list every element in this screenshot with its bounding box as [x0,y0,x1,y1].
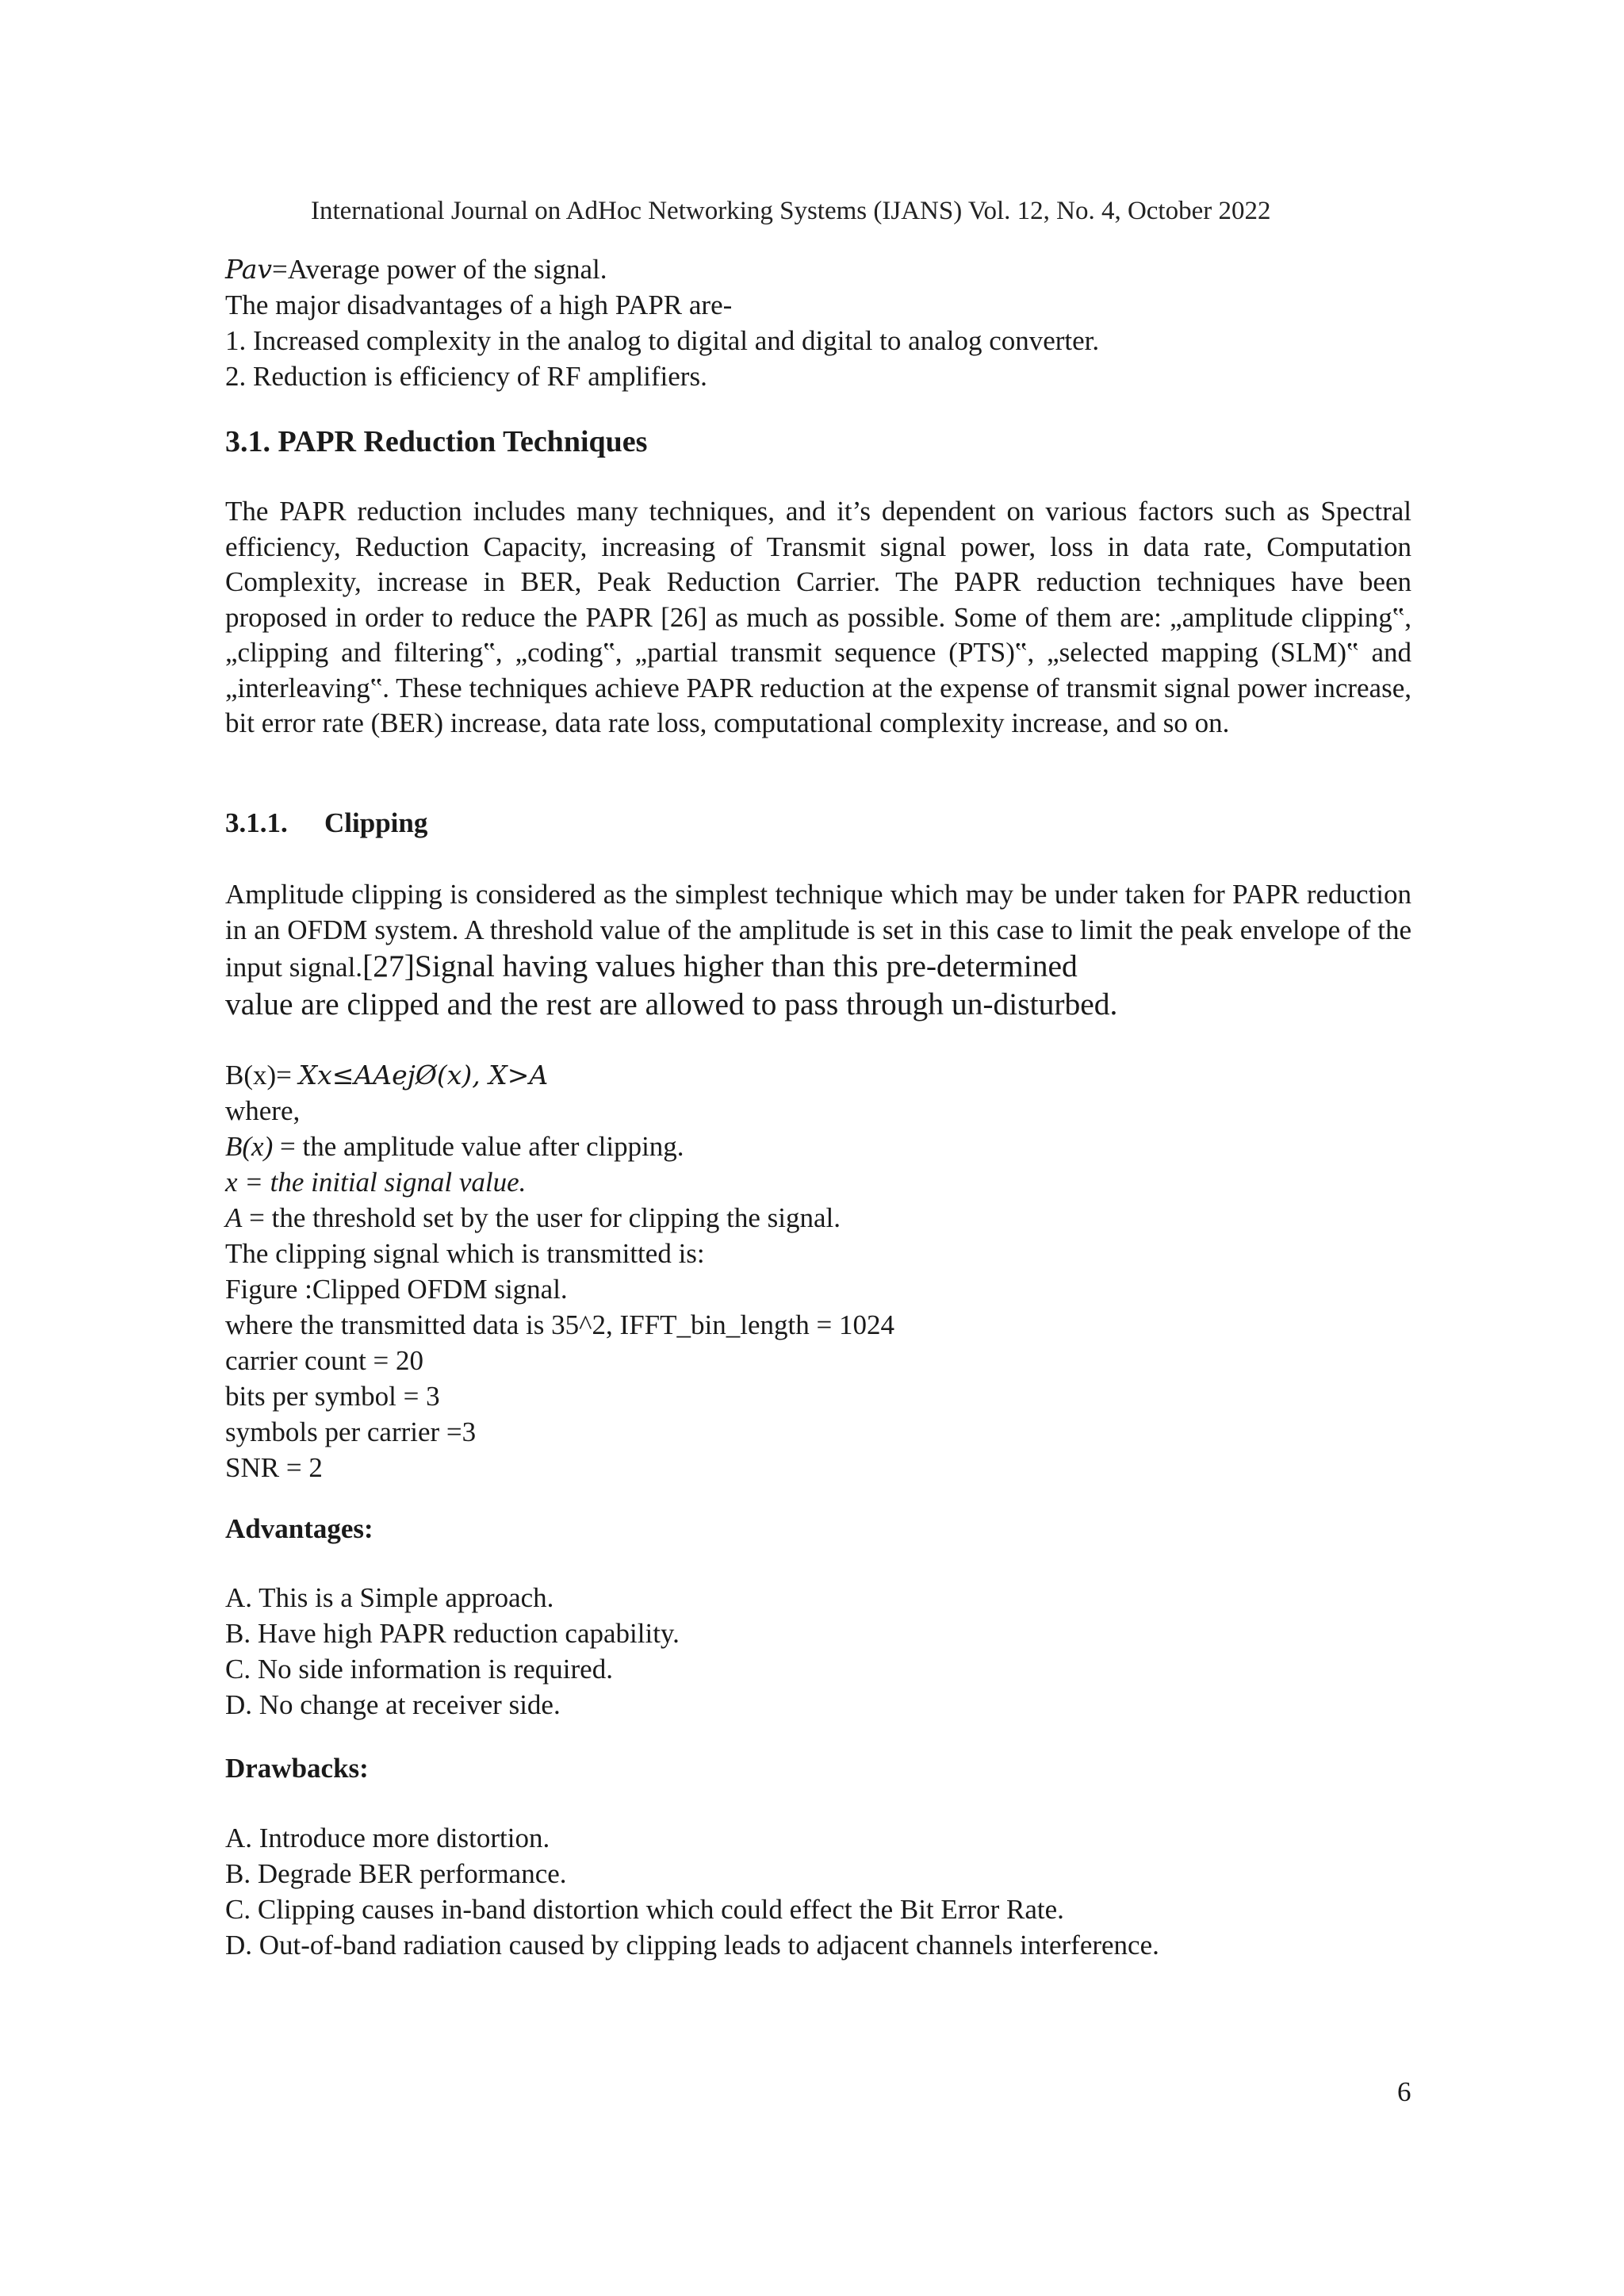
papr-techniques-paragraph: The PAPR reduction includes many techniques, and it’s dependent on various factors such as Spectral efficiency, Reduction Capacity, increasing of Transmit signal power, loss in data rate, Computation Complexity, increase in BER, Peak Reduction Carrier. The PAPR reduction techniques have been proposed in order to reduce the PAPR [26] as much as possible. Some of them are: „amplitude clipping‟, „clipping and filtering‟, „coding‟, „partial transmit sequence (PTS)‟, „selected mapping (SLM)‟ and „interleaving‟. These techniques achieve PAPR reduction at the expense of transmit signal power increase, bit error rate (BER) increase, data rate loss, computational complexity increase, and so on. [225,496,1411,738]
definition-a [225,1200,1411,1236]
page-number: 6 [1397,2076,1411,2107]
clipping-paragraph [225,877,1411,986]
subsection-title: Clipping [324,807,428,838]
advantage-item: B. Have high PAPR reduction capability. [225,1618,680,1649]
drawback-item: A. Introduce more distortion. [225,1823,550,1853]
parameter-line: carrier count = 20 [225,1345,424,1376]
transmitted-signal-line: The clipping signal which is transmitted is: [225,1238,705,1269]
subsection-number: 3.1.1. [225,807,288,838]
disadvantage-item: 1. Increased complexity in the analog to digital and digital to analog converter. [225,325,1100,356]
clipping-text: Amplitude clipping is considered as the simplest technique which may be under taken for PAPR reduction in an OFDM system. A threshold value of the amplitude is set in this case to limit the peak envelope of the input signal. [225,879,1411,983]
parameter-line: symbols per carrier =3 [225,1416,477,1447]
drawback-item: D. Out-of-band radiation caused by clipping leads to adjacent channels interference. [225,1930,1159,1961]
pav-definition [225,251,1411,287]
advantage-item: D. No change at receiver side. [225,1689,561,1720]
clipping-text-large: [27]Signal having values higher than this pre-determined [362,949,1078,983]
advantages-heading: Advantages: [225,1513,373,1544]
parameter-line: SNR = 2 [225,1452,323,1483]
parameter-line: bits per symbol = 3 [225,1381,440,1412]
formula-lhs: B(x)= [225,1060,299,1091]
clipping-paragraph-end: value are clipped and the rest are allowed to pass through un-disturbed. [225,987,1118,1022]
advantage-item: A. This is a Simple approach. [225,1582,554,1613]
where-label: where, [225,1095,301,1126]
pav-text: =Average power of the signal. [272,254,607,285]
a-text: = the threshold set by the user for clipping the signal. [242,1202,841,1233]
section-number: 3.1. [225,425,270,458]
advantage-item: C. No side information is required. [225,1654,613,1685]
section-heading-3-1 [225,424,647,459]
bx-text: = the amplitude value after clipping. [273,1131,684,1162]
definition-bx [225,1129,1411,1164]
a-symbol: A [225,1202,243,1233]
drawbacks-heading: Drawbacks: [225,1753,369,1784]
figure-caption: Figure :Clipped OFDM signal. [225,1274,568,1305]
definition-x: x = the initial signal value. [225,1167,527,1198]
drawback-item: C. Clipping causes in-band distortion which could effect the Bit Error Rate. [225,1894,1064,1925]
clipping-formula [225,1057,1411,1093]
parameter-line: where the transmitted data is 35^2, IFFT_bin_length = 1024 [225,1309,894,1340]
running-header: International Journal on AdHoc Networking Systems (IJANS) Vol. 12, No. 4, October 2022 [311,197,1271,225]
section-title: PAPR Reduction Techniques [278,425,648,458]
drawback-item: B. Degrade BER performance. [225,1858,567,1889]
subsection-heading-3-1-1 [225,807,427,839]
document-page [225,0,1411,2296]
disadvantage-item: 2. Reduction is efficiency of RF amplifiers. [225,361,707,392]
bx-symbol: B(x) [225,1131,274,1162]
formula-rhs: Xx≤AAejØ(x), X>A [298,1060,549,1091]
disadvantages-intro: The major disadvantages of a high PAPR are- [225,289,733,320]
pav-symbol: Pav [225,254,273,285]
